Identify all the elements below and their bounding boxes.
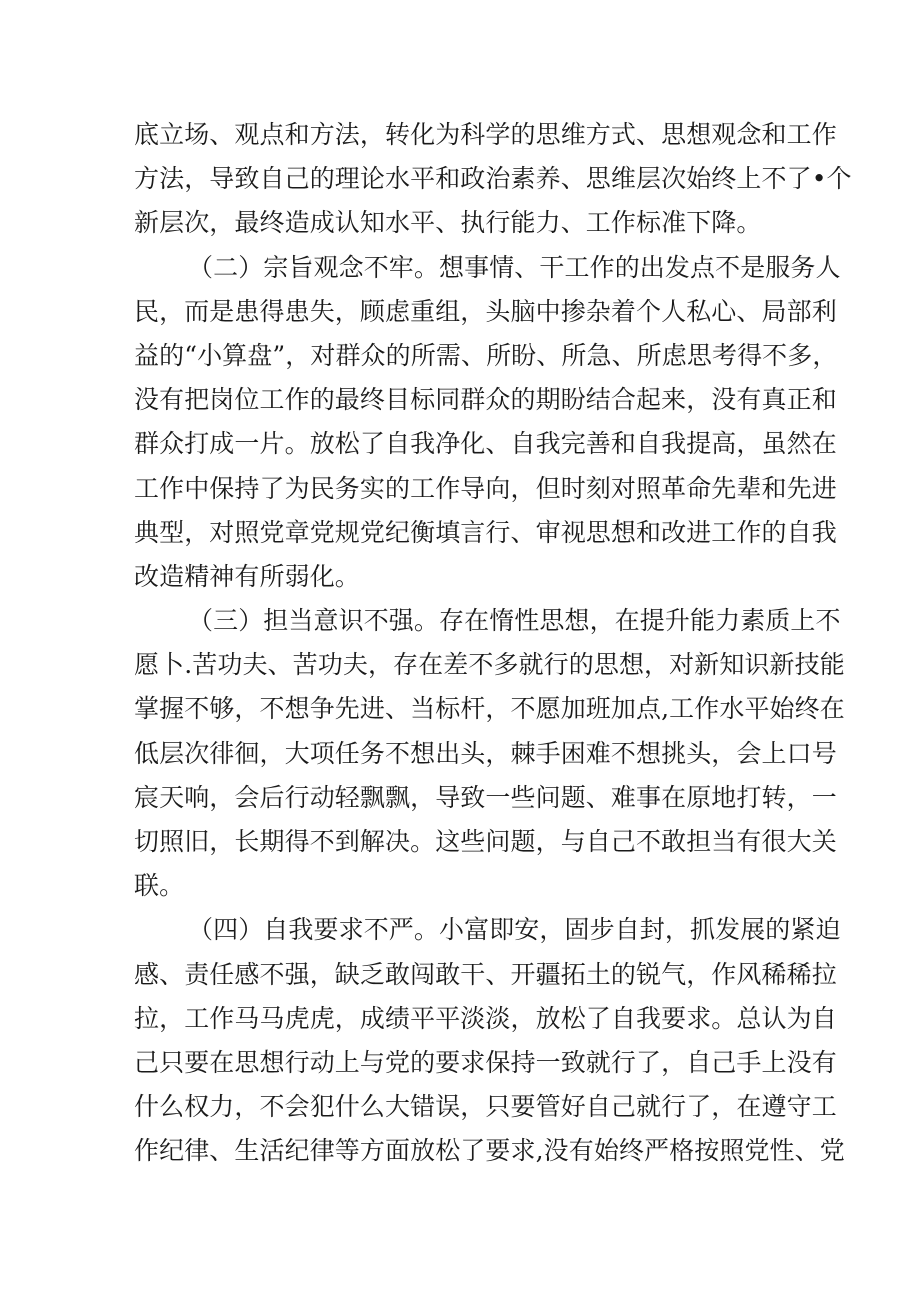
text-line: （四）自我要求不严。小富即安，固步自封，抓发展的紧迫	[188, 915, 841, 945]
text-line: 底立场、观点和方法，转化为科学的思维方式、思想观念和工作	[134, 120, 837, 149]
text-line: 民，而是患得患失，顾虑重组，头脑中掺杂着个人私心、局部利	[134, 296, 837, 326]
paragraph-4	[134, 908, 845, 1173]
text-line: 新层次，最终造成认知水平、执行能力、工作标准下降。	[134, 208, 762, 238]
text-line: 改造精神有所弱化。	[134, 561, 360, 591]
text-line: 宸天响，会后行动轻飘飘，导致一些问题、难事在原地打转，一	[134, 782, 837, 812]
text-line: 方法，导致自己的理论水平和政治素养、思维层次始终上不了•个	[134, 164, 852, 194]
text-line: 没有把岗位工作的最终目标同群众的期盼结合起来，没有真正和	[134, 385, 837, 415]
text-line: 切照旧，长期得不到解决。这些问题，与自己不敢担当有很大关	[134, 827, 837, 856]
text-line: （二）宗旨观念不牢。想事情、干工作的出发点不是服务人	[188, 252, 841, 282]
text-line: （三）担当意识不强。存在惰性思想，在提升能力素质上不	[188, 606, 841, 636]
document-body	[134, 113, 852, 1174]
paragraph-3	[134, 599, 845, 908]
text-line: 益的“小算盘”，对群众的所需、所盼、所急、所虑思考得不多，	[134, 340, 838, 370]
text-line: 群众打成一片。放松了自我净化、自我完善和自我提高，虽然在	[134, 429, 837, 459]
text-line: 感、责任感不强，缺乏敢闯敢干、开疆拓土的锐气，作风稀稀拉	[134, 959, 837, 989]
text-line: 什么权力，不会犯什么大错误，只要管好自己就行了，在遵守工	[134, 1092, 837, 1122]
text-line: 典型，对照党章党规党纪衡填言行、审视思想和改进工作的自我	[134, 517, 837, 547]
paragraph-2	[134, 246, 841, 600]
text-line: 联。	[134, 871, 185, 901]
text-line: 己只要在思想行动上与党的要求保持一致就行了，自己手上没有	[134, 1047, 837, 1077]
text-line: 拉，工作马马虎虎，成绩平平淡淡，放松了自我要求。总认为自	[134, 1003, 837, 1033]
text-line: 掌握不够，不想争先进、当标杆，不愿加班加点,工作水平始终在	[134, 694, 845, 724]
text-line: 低层次徘徊，大项任务不想出头，棘手困难不想挑头，会上口号	[134, 738, 837, 768]
text-line: 作纪律、生活纪律等方面放松了要求,没有始终严格按照党性、党	[134, 1136, 845, 1166]
text-line: 工作中保持了为民务实的工作导向，但时刻对照革命先辈和先进	[134, 473, 837, 503]
paragraph-1	[134, 113, 852, 246]
text-line: 愿卜.苦功夫、苦功夫，存在差不多就行的思想，对新知识新技能	[134, 650, 845, 680]
